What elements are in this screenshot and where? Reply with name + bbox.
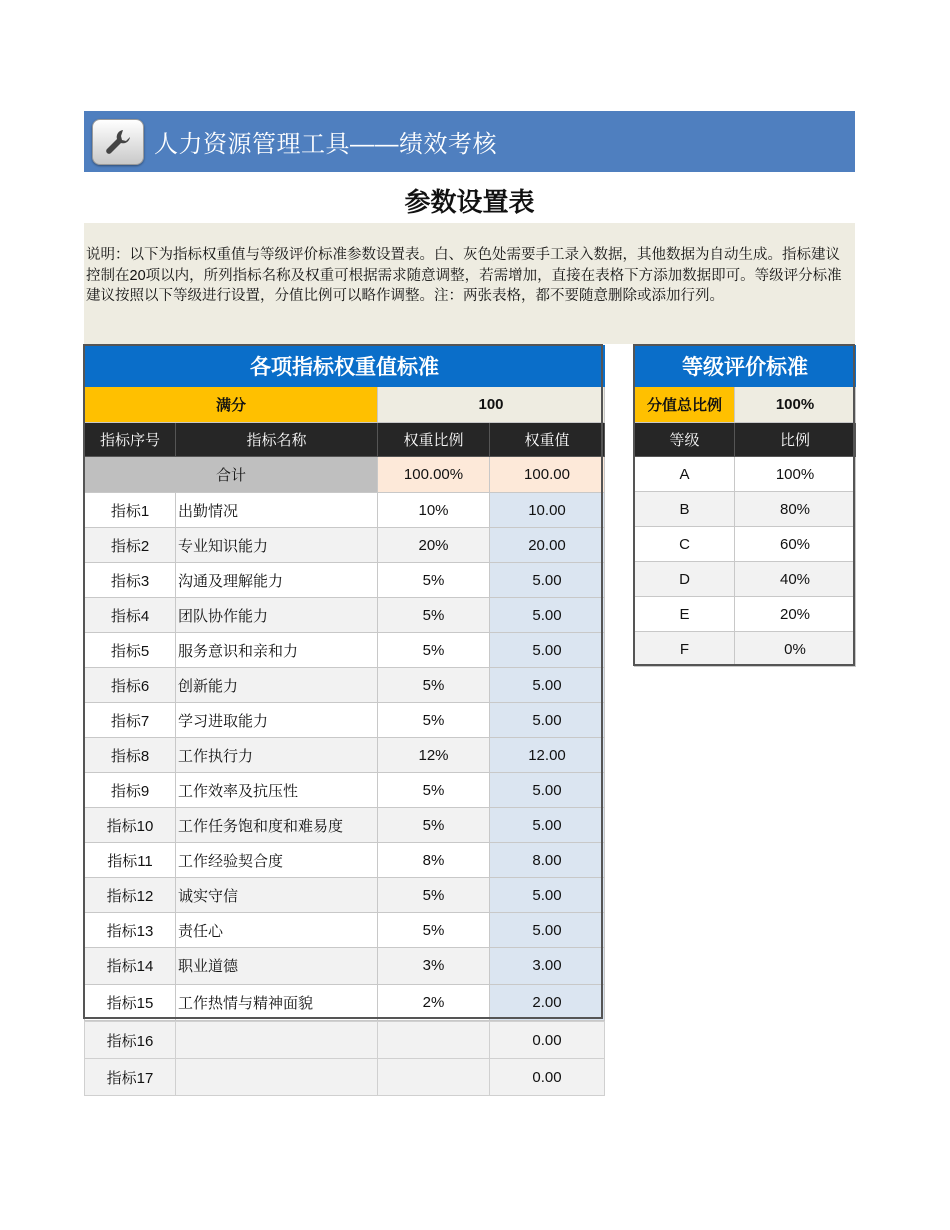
grade-ratio[interactable]: 0% <box>735 632 856 667</box>
grade-ratio[interactable]: 80% <box>735 492 856 527</box>
indicator-ratio[interactable]: 5% <box>378 808 490 843</box>
table-row <box>635 527 856 562</box>
grade-letter[interactable]: D <box>635 562 735 597</box>
extra-rows-table <box>84 1021 605 1096</box>
grade-total-label: 分值总比例 <box>635 387 735 423</box>
table-row <box>85 878 605 913</box>
indicator-name[interactable]: 学习进取能力 <box>176 703 378 738</box>
header-banner <box>84 111 855 172</box>
indicator-id: 指标2 <box>85 528 176 563</box>
indicator-id: 指标6 <box>85 668 176 703</box>
indicator-name[interactable]: 工作执行力 <box>176 738 378 773</box>
indicator-value: 0.00 <box>490 1022 605 1059</box>
indicator-value: 2.00 <box>490 984 605 1021</box>
col-header-id: 指标序号 <box>85 423 176 457</box>
grade-letter[interactable]: F <box>635 632 735 667</box>
indicator-ratio[interactable] <box>378 1059 490 1096</box>
indicator-ratio[interactable]: 5% <box>378 668 490 703</box>
table-row <box>85 808 605 843</box>
indicator-ratio[interactable]: 5% <box>378 563 490 598</box>
indicator-value: 5.00 <box>490 773 605 808</box>
indicator-ratio[interactable]: 3% <box>378 948 490 985</box>
indicator-name[interactable]: 出勤情况 <box>176 493 378 528</box>
indicator-value: 5.00 <box>490 703 605 738</box>
indicator-value: 5.00 <box>490 598 605 633</box>
indicator-id: 指标4 <box>85 598 176 633</box>
indicator-value: 0.00 <box>490 1059 605 1096</box>
indicator-id: 指标9 <box>85 773 176 808</box>
table-row <box>85 493 605 528</box>
page-title: 参数设置表 <box>404 187 535 217</box>
col-header-ratio: 权重比例 <box>378 423 490 457</box>
indicator-name[interactable]: 团队协作能力 <box>176 598 378 633</box>
indicator-id: 指标12 <box>85 878 176 913</box>
indicator-ratio[interactable] <box>378 1022 490 1059</box>
table-row <box>85 598 605 633</box>
indicator-id: 指标1 <box>85 493 176 528</box>
indicator-value: 5.00 <box>490 633 605 668</box>
table-row <box>635 457 856 492</box>
indicator-id: 指标17 <box>85 1059 176 1096</box>
indicator-name[interactable]: 责任心 <box>176 913 378 948</box>
grade-letter[interactable]: A <box>635 457 735 492</box>
indicator-value: 5.00 <box>490 808 605 843</box>
grade-ratio[interactable]: 60% <box>735 527 856 562</box>
table-row <box>635 597 856 632</box>
grades-table <box>634 345 856 667</box>
grade-ratio[interactable]: 100% <box>735 457 856 492</box>
indicator-ratio[interactable]: 5% <box>378 598 490 633</box>
indicator-id: 指标8 <box>85 738 176 773</box>
table-row <box>85 668 605 703</box>
table-row <box>85 703 605 738</box>
table-row <box>635 562 856 597</box>
table-row <box>85 913 605 948</box>
indicator-ratio[interactable]: 5% <box>378 633 490 668</box>
table-row <box>85 984 605 1021</box>
table-row <box>85 1059 605 1096</box>
indicator-value: 12.00 <box>490 738 605 773</box>
indicator-value: 5.00 <box>490 563 605 598</box>
table-row <box>85 773 605 808</box>
indicator-id: 指标14 <box>85 948 176 985</box>
grade-ratio[interactable]: 20% <box>735 597 856 632</box>
indicator-name[interactable] <box>176 1022 378 1059</box>
table-row <box>635 492 856 527</box>
indicator-ratio[interactable]: 20% <box>378 528 490 563</box>
indicator-id: 指标11 <box>85 843 176 878</box>
table-row <box>85 1022 605 1059</box>
col-header-grade: 等级 <box>635 423 735 457</box>
indicator-value: 5.00 <box>490 878 605 913</box>
table-row <box>85 948 605 985</box>
total-label: 合计 <box>85 457 378 493</box>
indicator-id: 指标7 <box>85 703 176 738</box>
indicator-name[interactable] <box>176 1059 378 1096</box>
indicator-ratio[interactable]: 12% <box>378 738 490 773</box>
col-header-name: 指标名称 <box>176 423 378 457</box>
instruction-note: 说明：以下为指标权重值与等级评价标准参数设置表。白、灰色处需要手工录入数据，其他数据为自动生成。指标建议控制在20项以内，所列指标名称及权重可根据需求随意调整，若需增加，直接在表格下方添加数据即可。等级评分标准建议按照以下等级进行设置，分值比例可以略作调整。注：两张表格，都不要随意删除或添加行列。 <box>84 223 855 344</box>
indicator-id: 指标3 <box>85 563 176 598</box>
indicator-id: 指标5 <box>85 633 176 668</box>
col-header-value: 权重值 <box>490 423 605 457</box>
indicator-value: 5.00 <box>490 668 605 703</box>
indicator-ratio[interactable]: 5% <box>378 878 490 913</box>
table-row <box>85 843 605 878</box>
indicator-value: 8.00 <box>490 843 605 878</box>
indicator-name[interactable]: 职业道德 <box>176 948 378 985</box>
indicator-value: 5.00 <box>490 913 605 948</box>
indicator-ratio[interactable]: 5% <box>378 703 490 738</box>
indicator-value: 20.00 <box>490 528 605 563</box>
indicator-name[interactable]: 工作热情与精神面貌 <box>176 984 378 1021</box>
indicator-id: 指标10 <box>85 808 176 843</box>
indicator-value: 10.00 <box>490 493 605 528</box>
indicator-id: 指标16 <box>85 1022 176 1059</box>
indicator-ratio[interactable]: 2% <box>378 984 490 1021</box>
indicator-ratio[interactable]: 8% <box>378 843 490 878</box>
total-value: 100.00 <box>490 457 605 493</box>
grade-letter[interactable]: B <box>635 492 735 527</box>
total-ratio: 100.00% <box>378 457 490 493</box>
indicator-name[interactable]: 服务意识和亲和力 <box>176 633 378 668</box>
indicator-name[interactable]: 工作任务饱和度和难易度 <box>176 808 378 843</box>
indicator-id: 指标15 <box>85 984 176 1021</box>
table-row <box>85 528 605 563</box>
col-header-grade-ratio: 比例 <box>735 423 856 457</box>
indicator-id: 指标13 <box>85 913 176 948</box>
grades-table-title: 等级评价标准 <box>635 346 856 387</box>
grade-ratio[interactable]: 40% <box>735 562 856 597</box>
indicator-name[interactable]: 创新能力 <box>176 668 378 703</box>
weights-table-title: 各项指标权重值标准 <box>85 346 605 387</box>
table-row <box>85 633 605 668</box>
full-score-label: 满分 <box>85 387 378 423</box>
indicator-name[interactable]: 工作效率及抗压性 <box>176 773 378 808</box>
indicator-name[interactable]: 专业知识能力 <box>176 528 378 563</box>
indicator-ratio[interactable]: 5% <box>378 913 490 948</box>
indicator-name[interactable]: 工作经验契合度 <box>176 843 378 878</box>
table-row <box>85 563 605 598</box>
table-row <box>85 738 605 773</box>
indicator-ratio[interactable]: 10% <box>378 493 490 528</box>
indicator-name[interactable]: 沟通及理解能力 <box>176 563 378 598</box>
grade-letter[interactable]: E <box>635 597 735 632</box>
indicator-value: 3.00 <box>490 948 605 985</box>
indicator-name[interactable]: 诚实守信 <box>176 878 378 913</box>
app-title: 人力资源管理工具——绩效考核 <box>154 131 497 158</box>
table-row <box>635 632 856 667</box>
grade-total-value: 100% <box>735 387 856 423</box>
indicator-ratio[interactable]: 5% <box>378 773 490 808</box>
wrench-icon <box>92 119 144 165</box>
full-score-value[interactable]: 100 <box>378 387 605 423</box>
grade-letter[interactable]: C <box>635 527 735 562</box>
weights-table <box>84 345 605 1021</box>
